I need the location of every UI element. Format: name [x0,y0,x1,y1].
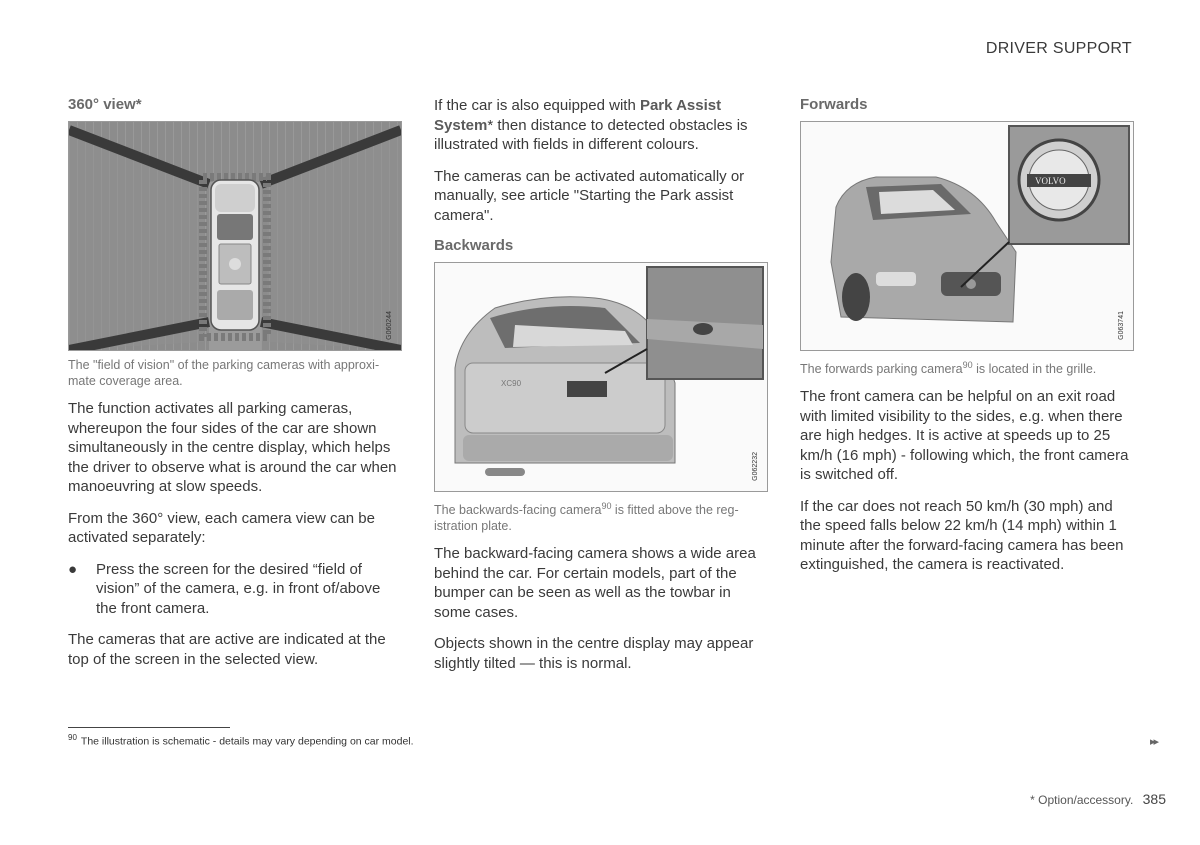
figure-code: G060244 [386,311,393,340]
column-360-view [68,96,402,681]
option-note: * Option/accessory. [1030,793,1134,807]
heading-360-view: 360° view* [68,96,142,113]
park-assist-term: Park Assist System [434,97,722,134]
footnote-text: The illustration is schematic - details may vary depending on car model. [80,735,414,748]
paragraph: If the car does not reach 50 km/h (30 mph) and the speed falls below 22 km/h (14 mph) within 1 minute after the forward-facing camera has been extinguished, the camera is reactivated. [800,497,1124,574]
360-view-illustration [69,122,401,350]
footnote-ref: 90 [962,360,973,370]
figure-code: G063741 [1118,311,1125,340]
page-footer [1030,791,1166,807]
car-badge-xc90: XC90 [501,379,522,388]
front-camera-illustration [801,122,1133,350]
paragraph: The cameras that are active are indicated at the top of the screen in the selected view. [68,631,386,668]
figure-360-view [68,121,402,351]
section-title: DRIVER SUPPORT [985,40,1132,57]
text: The forwards parking camera [800,362,963,377]
text: The backwards-facing camera [434,503,602,518]
paragraph-park-assist [434,96,768,155]
text: * then distance to detected obstacles is illustrated with fields in different colours. [434,116,748,153]
text: is located in the grille. [972,362,1097,377]
rear-camera-illustration [435,263,767,491]
paragraph: From the 360° view, each camera view can be activated separately: [68,509,375,546]
bullet-item [68,560,402,619]
paragraph: The front camera can be helpful on an exit road with limited visibility to the sides, e.g. when there are high hedges. It is active at speeds up to 25 km/h (16 mph) - following which, the front camera is switched off. [800,388,1129,484]
caption-forwards [800,357,1134,377]
caption-backwards [434,498,768,534]
caption-360-view: The "field of vision" of the parking cameras with approxi-mate coverage area. [68,358,380,388]
paragraph: The cameras can be activated automatically or manually, see article "Starting the Park assist camera". [434,167,745,224]
page-number: 385 [1142,791,1166,807]
column-backwards [434,96,768,685]
volvo-badge-text: VOLVO [1035,176,1066,186]
paragraph: The function activates all parking cameras, whereupon the four sides of the car are shown simultaneously in the centre display, which helps the driver to observe what is around the car when manoeuvring at slow speeds. [68,400,397,495]
figure-code: G062232 [752,452,759,481]
figure-forwards [800,121,1134,351]
heading-forwards: Forwards [800,96,868,113]
heading-backwards: Backwards [434,237,514,254]
footnote-divider [68,727,230,728]
paragraph: Objects shown in the centre display may appear slightly tilted — this is normal. [434,635,754,672]
next-page-arrow-icon: ▸▸ [1150,736,1158,748]
footnote-ref: 90 [601,501,612,511]
footnote [68,733,414,748]
paragraph: The backward-facing camera shows a wide area behind the car. For certain models, part of the bumper can be seen as well as the towbar in some cases. [434,545,756,621]
figure-backwards [434,262,768,492]
text: is fitted above the reg-istration plate. [434,503,739,534]
text: If the car is also equipped with [434,97,640,114]
bullet-text: Press the screen for the desired “field of vision” of the camera, e.g. in front of/above the front camera. [96,560,381,617]
footnote-number: 90 [68,733,77,742]
column-forwards [800,96,1134,587]
bullet-dot: ● [68,560,78,578]
